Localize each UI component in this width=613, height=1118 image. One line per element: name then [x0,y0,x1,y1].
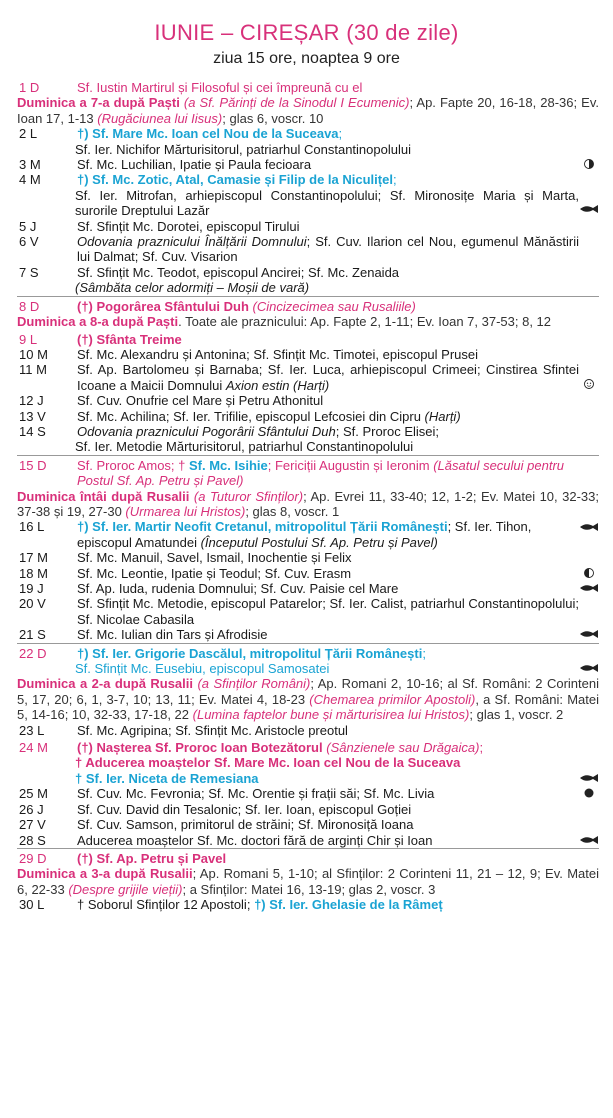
separator: ; [422,645,426,661]
day-row-20 [17,596,599,627]
day-row-13 [17,409,599,424]
day-row-7 [17,265,599,296]
day-text-cont: Sf. Ier. Nichifor Mărturisitorul, patriarhul Constantinopolului [75,141,411,157]
day-row-17 [17,550,599,565]
day-text: Sf. Iustin Martirul și Filosoful și cei împreună cu el [77,80,363,95]
day-label: 22 D [19,645,47,661]
readings-text: , a Sf. Români: Matei 5, 14-16; 10, 32-33, 17-18, 22 [17,691,599,723]
day-text: Sf. Sfințit Mc. Metodie, episcopul Patarelor; Sf. Ier. Calist, patriarhul Constantinopolului; Sf. Nicolae Cabasila [77,596,579,627]
day-label: 2 L [19,126,38,142]
day-label: 19 J [19,581,44,596]
day-label: 11 M [19,362,47,378]
gospel-theme: (Rugăciunea lui Iisus) [97,110,223,126]
day-row-30 [17,897,599,912]
feast-text: Odovania praznicului Înălțării Domnului [77,234,307,250]
day-text: Sf. Mc. Manuil, Savel, Ismail, Inochentie și Felix [77,550,352,566]
sunday-title: Duminica întâi după Rusalii [17,488,190,504]
fish-icon [579,835,599,845]
day-row-24 [17,738,599,786]
readings-text: ; Ap. Fapte 20, 16-18, 28-36; Ev. Ioan 17, 1-13 [17,95,599,126]
readings-text: ; Ap. Evrei 11, 33-40; 12, 1-2; Ev. Matei 10, 32-33; 37-38 și 19, 27-30 [17,488,600,519]
feast-text: Odovania praznicului Pogorârii Sfântului Duh [77,423,336,439]
day-text-cont: Sf. Ier. Mitrofan, arhiepiscopul Constantinopolului; Sf. Mironosițe Maria și Marta, surorile Dreptului Lazăr [75,187,579,219]
day-label: 30 L [19,897,45,913]
day-text: Sf. Sfințit Mc. Teodot, episcopul Ancirei; Sf. Mc. Zenaida [77,264,400,280]
feast-text: †) Sf. Mare Mc. Ioan cel Nou de la Suceava [77,126,339,142]
day-text: ; Sf. Cuv. Ilarion cel Nou, egumenul Mănăstirii lui Dalmat; Sf. Cuv. Visarion [77,234,580,265]
day-label: 29 D [19,850,47,866]
moon-new-icon [581,787,597,799]
calendar-list [17,78,599,913]
day-row-9 [17,330,599,347]
gospel-theme: (Urmarea lui Hristos) [125,503,246,519]
sunday-readings [17,866,599,897]
day-row-14 [17,424,599,455]
day-row-1 [17,78,599,126]
moon-first-quarter-icon [581,567,597,579]
day-note: (Sâmbăta celor adormiți – Moșii de vară) [75,280,310,296]
moon-last-quarter-icon [581,158,597,170]
day-label: 15 D [19,457,47,473]
day-note: (Harți) [424,408,461,424]
day-row-29 [17,848,599,897]
feast-text: †) Sf. Mc. Zotic, Atal, Camasie și Filip de la Niculițel [77,172,393,188]
day-row-10 [17,347,599,362]
day-row-27 [17,817,599,832]
day-label: 28 S [19,832,46,848]
day-row-25 [17,786,599,801]
day-text-cont: Sf. Sfințit Mc. Eusebiu, episcopul Samosatei [75,661,330,677]
day-row-2 [17,126,599,157]
day-text: Sf. Ap. Iuda, rudenia Domnului; Sf. Cuv. Paisie cel Mare [77,581,399,596]
moon-full-icon [581,378,597,390]
sunday-title: Duminica a 7-a după Paști [17,95,180,111]
fish-icon [579,663,599,673]
sunday-title: Duminica a 8-a după Paști [17,314,179,330]
tone-text: ; a Sfinților: Matei 16, 13-19; glas 2, voscr. 3 [182,881,436,897]
feast-text: †) Sf. Ier. Martir Neofit Cretanul, mitropolitul Țării Românești [77,519,448,535]
fish-icon [579,773,599,783]
month-title: IUNIE – CIREȘAR (30 de zile) [154,20,459,45]
day-row-28 [17,833,599,848]
fish-icon [579,583,599,593]
day-label: 27 V [19,817,46,833]
feast-note: (Cincizecimea sau Rusaliile) [248,298,416,314]
sunday-subtitle: (a Sf. Părinți de la Sinodul I Ecumenic) [179,95,410,111]
day-text: Sf. Sfințit Mc. Dorotei, episcopul Tirului [77,218,300,234]
day-label: 5 J [19,218,37,234]
day-text-cont: Sf. Ier. Metodie Mărturisitorul, patriarhul Constantinopolului [75,439,414,455]
day-label: 20 V [19,596,46,612]
sunday-subtitle: (a Sfinților Români) [193,676,311,692]
day-label: 10 M [19,346,48,362]
tone-text: ; glas 8, voscr. 1 [245,503,340,519]
day-row-23 [17,723,599,738]
feast-text: (†) Sf. Ap. Petru și Pavel [77,850,227,866]
sunday-readings [17,489,599,520]
day-row-6 [17,234,599,265]
day-text: Sf. Cuv. Samson, primitorul de străini; Sf. Mironosiță Ioana [77,817,414,833]
day-note: (Lăsatul secului pentru Postul Sf. Ap. Petru și Pavel) [77,457,565,489]
day-text: Sf. Mc. Luchilian, Ipatie și Paula fecioara [77,157,312,173]
day-label: 3 M [19,157,41,173]
feast-text: Sf. Mc. Isihie [189,457,268,473]
day-text: ; Sf. Proroc Elisei; [335,423,440,439]
day-row-5 [17,219,599,234]
feast-text-2: † Aducerea moaștelor Sf. Mare Mc. Ioan cel Nou de la Suceava [75,755,461,771]
day-label: 7 S [19,264,39,280]
day-text: Aducerea moaștelor Sf. Mc. doctori fără de arginți Chir și Ioan [77,832,433,848]
day-label: 12 J [19,393,44,409]
day-text: Sf. Proroc Amos; † [77,457,189,473]
day-row-4 [17,172,599,218]
day-text: Sf. Cuv. Onufrie cel Mare și Petru Athonitul [77,393,324,409]
day-label: 8 D [19,298,40,314]
day-row-11 [17,362,599,393]
day-row-12 [17,393,599,408]
day-label: 21 S [19,627,46,643]
day-row-15 [17,455,599,520]
day-length-subtitle: ziua 15 ore, noaptea 9 ore [213,50,400,67]
day-label: 14 S [19,423,46,439]
day-label: 1 D [19,80,40,95]
tone-text: ; glas 6, voscr. 10 [222,110,324,126]
feast-text: (†) Nașterea Sf. Proroc Ioan Botezătorul [77,740,323,756]
day-text: ; Sf. Ier. Tihon, episcopul Amatundei [77,519,532,550]
day-text: Sf. Cuv. David din Tesalonic; Sf. Ier. Ioan, episcopul Goției [77,801,412,817]
day-label: 18 M [19,565,48,581]
day-label: 25 M [19,786,48,802]
day-note: Axion estin (Harți) [225,377,330,393]
sunday-title: Duminica a 2-a după Rusalii [17,676,193,692]
readings-text: ; Ap. Romani 5, 1-10; al Sfinților: 2 Corinteni 11, 21 – 12, 9; Ev. Matei 6, 22-33 [17,866,599,897]
feast-text: (†) Sfânta Treime [77,331,182,347]
day-row-22 [17,643,599,723]
feast-note: (Sânzienele sau Drăgaica) [322,740,480,756]
feast-text: (†) Pogorârea Sfântului Duh [77,298,249,314]
separator: ; [479,740,484,756]
day-label: 9 L [19,331,38,347]
gospel-theme: (Chemarea primilor Apostoli) [309,691,476,707]
sunday-readings [17,676,599,722]
day-label: 23 L [19,722,45,738]
readings-text: . Toate ale praznicului: Ap. Fapte 2, 1-11; Ev. Ioan 7, 37-53; 8, 12 [178,314,552,330]
fish-icon [579,204,599,214]
day-text: Sf. Cuv. Mc. Fevronia; Sf. Mc. Orentie și frații săi; Sf. Mc. Livia [77,786,435,802]
day-note: (Începutul Postului Sf. Ap. Petru și Pavel) [200,534,438,550]
sunday-readings [17,314,599,329]
day-label: 24 M [19,740,48,756]
day-label: 16 L [19,519,45,535]
day-label: 13 V [19,408,46,424]
day-label: 17 M [19,550,48,566]
day-text: ; Fericiții Augustin și Ieronim [267,457,434,473]
feast-text: †) Sf. Ier. Ghelasie de la Râmeț [254,897,443,913]
day-text: Sf. Mc. Leontie, Ipatie și Teodul; Sf. Cuv. Erasm [77,565,352,581]
feast-text: †) Sf. Ier. Grigorie Dascălul, mitropolitul Țării Românești [77,645,423,661]
gospel-theme: (Lumina faptelor bune și mărturisirea lui Hristos) [192,707,470,723]
day-text: Sf. Mc. Alexandru și Antonina; Sf. Sfințit Mc. Timotei, episcopul Prusei [77,346,479,362]
day-text: Sf. Mc. Agripina; Sf. Sfințit Mc. Aristocle preotul [77,722,348,738]
day-text: † Soborul Sfinților 12 Apostoli; [77,897,255,913]
separator: ; [338,126,343,142]
day-row-19 [17,581,599,596]
day-row-26 [17,802,599,817]
day-label: 4 M [19,172,41,188]
day-row-21 [17,627,599,642]
readings-text: ; Ap. Romani 2, 10-16; al Sf. Români: 2 Corinteni 5, 17, 20; 6, 1, 3-7, 10; 13, 11; Ev. Matei 4, 18-23 [17,676,599,707]
feast-text-3: † Sf. Ier. Niceta de Remesiana [75,770,259,786]
gospel-theme: (Despre grijile vieții) [68,881,183,897]
day-text: Sf. Ap. Bartolomeu și Barnaba; Sf. Ier. Luca, arhiepiscopul Crimeei; Cinstirea Sfintei Icoane a Maicii Domnului [77,362,579,393]
day-label: 6 V [19,234,39,250]
separator: ; [392,172,397,188]
fish-icon [579,629,599,639]
day-row-8 [17,296,599,330]
day-row-3 [17,157,599,172]
sunday-subtitle: (a Tuturor Sfinților) [189,488,304,504]
day-text: Sf. Mc. Iulian din Tars și Afrodisie [77,627,268,643]
day-text: Sf. Mc. Achilina; Sf. Ier. Trifilie, episcopul Lefcosiei din Cipru [77,408,425,424]
sunday-title: Duminica a 3-a după Rusalii [17,866,193,882]
day-row-16 [17,519,599,550]
day-label: 26 J [19,801,44,817]
fish-icon [579,522,599,532]
day-row-18 [17,566,599,581]
tone-text: ; glas 1, voscr. 2 [469,707,564,723]
sunday-readings [17,95,599,126]
